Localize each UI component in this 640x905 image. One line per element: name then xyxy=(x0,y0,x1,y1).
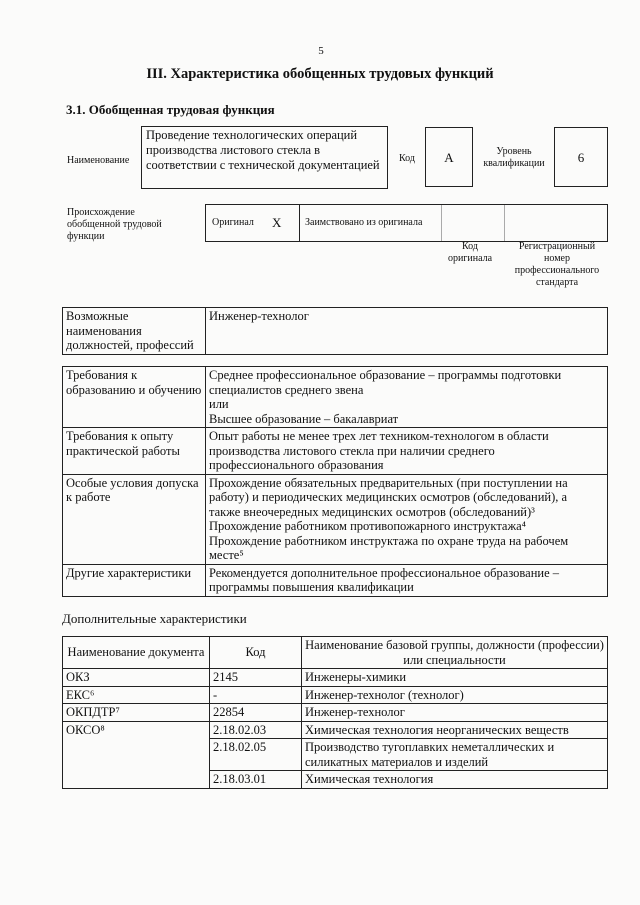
function-name-value: Проведение технологических операций производства листового стекла в соответствии с технической документацией xyxy=(146,128,380,172)
conditions-label: Особые условия допуска к работе xyxy=(63,474,206,564)
row-name: Химическая технология неорганических веществ xyxy=(302,721,608,739)
row-name: Химическая технология xyxy=(302,771,608,789)
row-doc xyxy=(63,739,210,771)
original-label: Оригинал xyxy=(212,217,254,228)
positions-value: Инженер-технолог xyxy=(206,308,608,355)
experience-value xyxy=(206,428,608,475)
table-row xyxy=(63,739,608,771)
table-row xyxy=(63,721,608,739)
section-title: III. Характеристика обобщенных трудовых функций xyxy=(146,66,494,82)
row-name: Инженеры-химики xyxy=(302,669,608,687)
code-value: А xyxy=(444,150,454,165)
row-code: 2145 xyxy=(210,669,302,687)
other-value xyxy=(206,564,608,596)
row-code: 2.18.02.05 xyxy=(210,739,302,771)
education-label: Требования к образованию и обучению xyxy=(63,367,206,428)
code-original-label: Код оригинала xyxy=(447,241,493,264)
additional-title: Дополнительные характеристики xyxy=(62,611,247,626)
col-name-header: Наименование базовой группы, должности (профессии) или специальности xyxy=(302,637,608,669)
conditions-line-2: работу) и периодических медицинских осмотров (обследований), а xyxy=(209,490,568,504)
education-line-3: или xyxy=(209,397,229,411)
col-code-header: Код xyxy=(210,637,302,669)
name-label: Наименование xyxy=(67,155,130,166)
level-label: Уровень квалификации xyxy=(483,146,545,169)
row-doc: ОКСО⁸ xyxy=(63,721,210,739)
row-name: Инженер-технолог (технолог) xyxy=(302,686,608,704)
origin-label: Происхождение обобщенной трудовой функции xyxy=(67,207,162,242)
table-row xyxy=(63,686,608,704)
subsection-title: 3.1. Обобщенная трудовая функция xyxy=(66,102,275,117)
origin-divider-3 xyxy=(504,205,505,241)
requirements-row-experience xyxy=(63,428,608,475)
experience-line-3: профессионального образования xyxy=(209,458,384,472)
conditions-line-5: Прохождение работником инструктажа по охране труда на рабочем xyxy=(209,533,569,548)
other-label: Другие характеристики xyxy=(63,564,206,596)
code-box xyxy=(425,127,473,187)
row-doc xyxy=(63,771,210,789)
level-box xyxy=(554,127,608,187)
function-name-box xyxy=(141,126,388,189)
reg-number-label: Регистрационный номер профессионального стандарта xyxy=(514,241,600,288)
row-doc: ОКЗ xyxy=(63,669,210,687)
requirements-row-conditions xyxy=(63,474,608,564)
requirements-row-other xyxy=(63,564,608,596)
table-row xyxy=(63,669,608,687)
origin-divider-1 xyxy=(299,205,300,241)
conditions-line-4: Прохождение работником противопожарного инструктажа⁴ xyxy=(209,519,527,533)
borrowed-label: Заимствовано из оригинала xyxy=(305,217,423,228)
conditions-line-3: также внеочередных медицинских осмотров (обследований)³ xyxy=(209,504,535,519)
additional-header-row xyxy=(63,637,608,669)
col-doc-header: Наименование документа xyxy=(63,637,210,669)
row-doc: ОКПДТР⁷ xyxy=(63,704,210,722)
row-code: 2.18.02.03 xyxy=(210,721,302,739)
experience-line-2: производства листового стекла при наличии среднего xyxy=(209,443,495,458)
row-name: Инженер-технолог xyxy=(302,704,608,722)
row-doc: ЕКС⁶ xyxy=(63,686,210,704)
experience-line-1: Опыт работы не менее трех лет техником-технологом в области xyxy=(209,429,549,443)
experience-label: Требования к опыту практической работы xyxy=(63,428,206,475)
education-line-1: Среднее профессиональное образование – программы подготовки xyxy=(209,368,562,382)
requirements-row-education xyxy=(63,367,608,428)
conditions-line-1: Прохождение обязательных предварительных (при поступлении на xyxy=(209,475,568,490)
origin-box xyxy=(205,204,608,242)
additional-table xyxy=(62,636,608,789)
education-value xyxy=(206,367,608,428)
row-name: Производство тугоплавких неметаллических и силикатных материалов и изделий xyxy=(302,739,608,771)
level-value: 6 xyxy=(577,150,585,165)
code-label: Код xyxy=(399,153,415,164)
positions-label: Возможные наименования должностей, профессий xyxy=(63,308,206,355)
positions-table xyxy=(62,307,608,355)
other-line-1: Рекомендуется дополнительное профессиональное образование – xyxy=(209,565,560,580)
row-code: - xyxy=(210,686,302,704)
requirements-table xyxy=(62,366,608,597)
row-code: 2.18.03.01 xyxy=(210,771,302,789)
original-mark: X xyxy=(272,215,282,230)
table-row xyxy=(63,771,608,789)
table-row xyxy=(63,704,608,722)
education-line-2: специалистов среднего звена xyxy=(209,382,364,397)
origin-divider-2 xyxy=(441,205,442,241)
row-code: 22854 xyxy=(210,704,302,722)
conditions-line-6: месте⁵ xyxy=(209,548,244,562)
page-number: 5 xyxy=(318,45,324,57)
other-line-2: программы повышения квалификации xyxy=(209,580,414,594)
conditions-value xyxy=(206,474,608,564)
education-line-4: Высшее образование – бакалавриат xyxy=(209,411,399,426)
